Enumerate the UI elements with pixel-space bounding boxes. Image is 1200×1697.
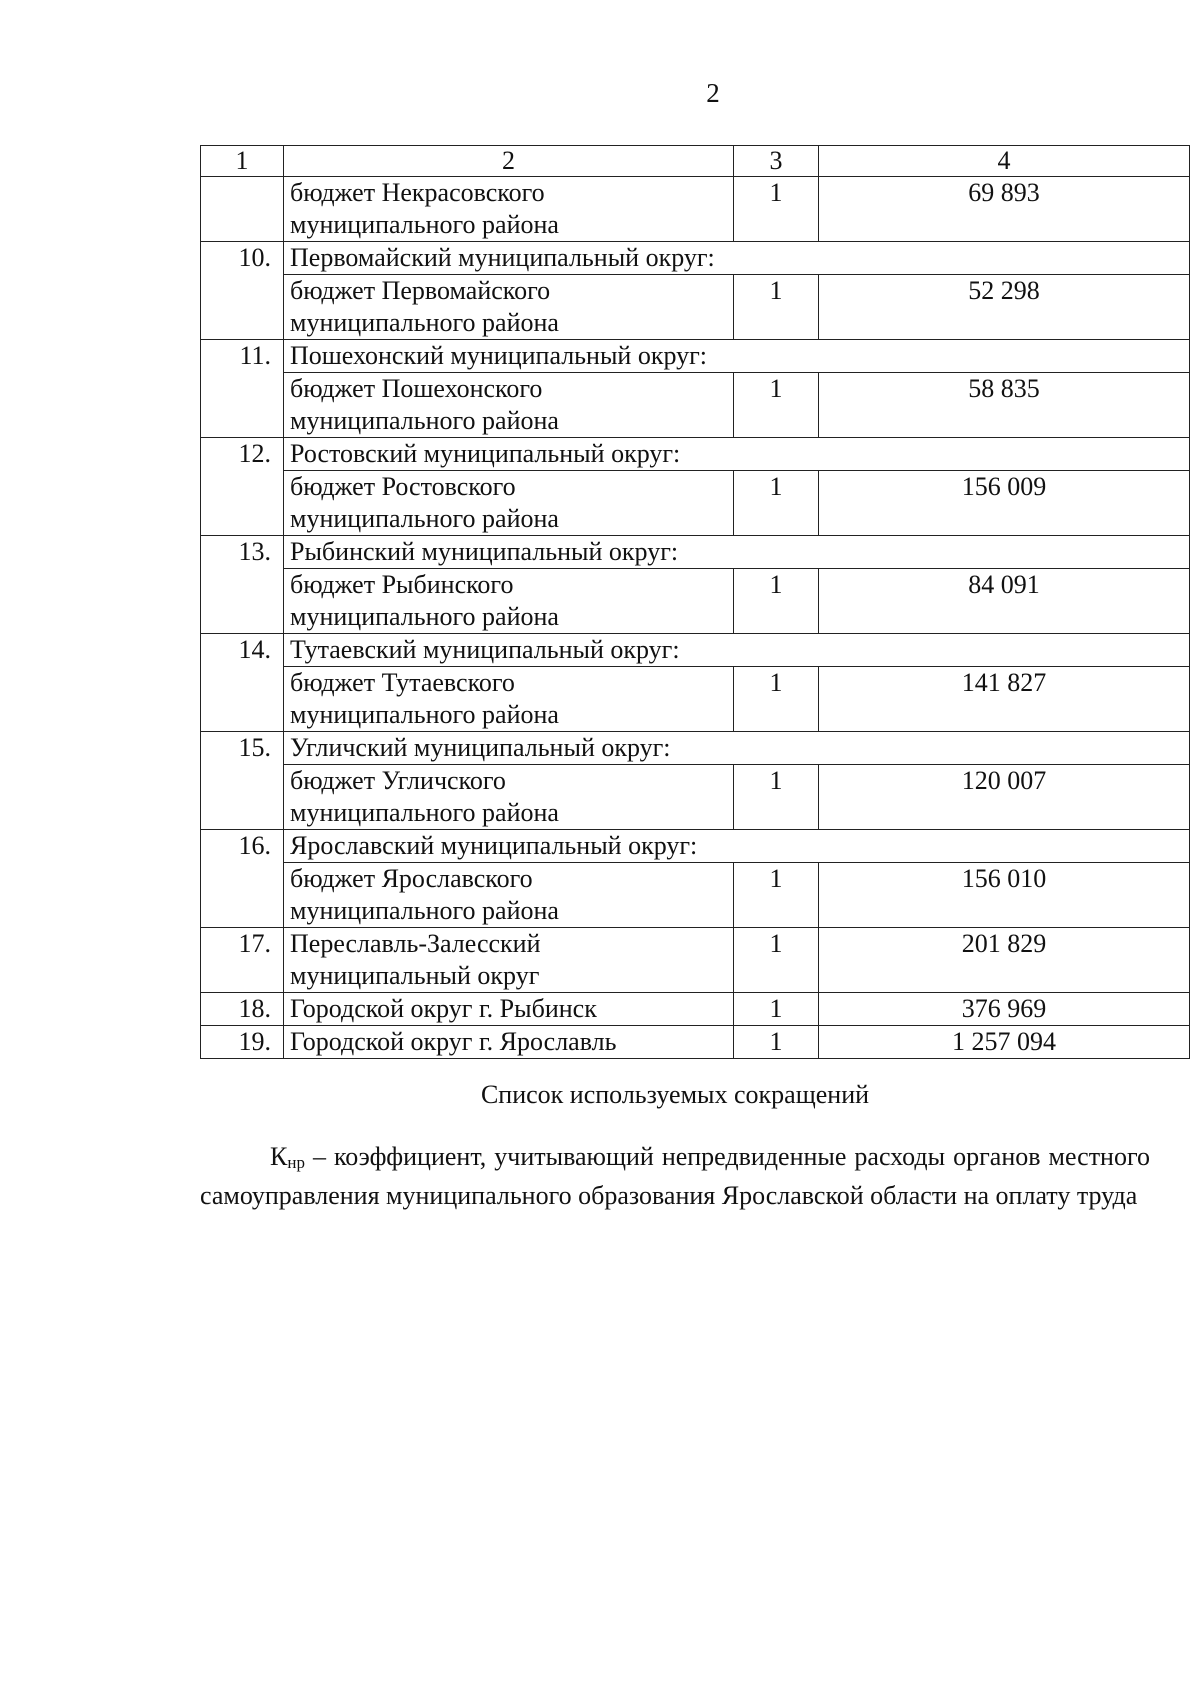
row-col3-cell: 1 (734, 993, 819, 1026)
table-row (201, 667, 1190, 732)
row-name-cell: бюджет Первомайского муниципального района (284, 275, 734, 340)
group-title-cell: Угличский муниципальный округ: (284, 732, 1190, 765)
header-cell: 3 (734, 146, 819, 177)
table-row (201, 765, 1190, 830)
row-col3-cell: 1 (734, 569, 819, 634)
row-number-cell: 16. (201, 830, 284, 928)
row-number-cell: 12. (201, 438, 284, 536)
row-name-cell: бюджет Тутаевского муниципального района (284, 667, 734, 732)
header-cell: 1 (201, 146, 284, 177)
table-row (201, 373, 1190, 438)
group-title-row (201, 242, 1190, 275)
row-col3-cell: 1 (734, 928, 819, 993)
budget-table (200, 145, 1190, 1059)
row-value-cell: 156 009 (819, 471, 1190, 536)
abbreviation-text: – коэффициент, учитывающий непредвиденные расходы органов местного самоуправления муниципального образования Ярославской области на оплату труда (200, 1142, 1150, 1210)
row-name-cell: Городской округ г. Ярославль (284, 1026, 734, 1059)
group-title-cell: Рыбинский муниципальный округ: (284, 536, 1190, 569)
row-name-cell: бюджет Ярославского муниципального района (284, 863, 734, 928)
row-name-cell: Городской округ г. Рыбинск (284, 993, 734, 1026)
table-header-row (201, 146, 1190, 177)
row-col3-cell: 1 (734, 667, 819, 732)
group-title-cell: Тутаевский муниципальный округ: (284, 634, 1190, 667)
row-number-cell (201, 177, 284, 242)
group-title-row (201, 830, 1190, 863)
page-number: 2 (706, 78, 720, 108)
table-row (201, 993, 1190, 1026)
row-name-cell: бюджет Некрасовского муниципального района (284, 177, 734, 242)
row-value-cell: 376 969 (819, 993, 1190, 1026)
row-value-cell: 120 007 (819, 765, 1190, 830)
row-col3-cell: 1 (734, 275, 819, 340)
table-row (201, 275, 1190, 340)
group-title-row (201, 732, 1190, 765)
abbreviation-definition (200, 1140, 1150, 1212)
group-title-row (201, 340, 1190, 373)
row-number-cell: 11. (201, 340, 284, 438)
table-row (201, 863, 1190, 928)
table-row (201, 928, 1190, 993)
row-value-cell: 69 893 (819, 177, 1190, 242)
table-row (201, 177, 1190, 242)
group-title-cell: Ярославский муниципальный округ: (284, 830, 1190, 863)
row-col3-cell: 1 (734, 863, 819, 928)
row-col3-cell: 1 (734, 373, 819, 438)
abbreviation-symbol: К (270, 1142, 288, 1171)
row-name-cell: бюджет Рыбинского муниципального района (284, 569, 734, 634)
group-title-cell: Ростовский муниципальный округ: (284, 438, 1190, 471)
row-col3-cell: 1 (734, 177, 819, 242)
row-value-cell: 52 298 (819, 275, 1190, 340)
header-cell: 4 (819, 146, 1190, 177)
table-row (201, 471, 1190, 536)
group-title-row (201, 438, 1190, 471)
row-number-cell: 13. (201, 536, 284, 634)
row-value-cell: 84 091 (819, 569, 1190, 634)
row-col3-cell: 1 (734, 471, 819, 536)
row-name-cell: Переславль-Залесский муниципальный округ (284, 928, 734, 993)
row-number-cell: 19. (201, 1026, 284, 1059)
group-title-row (201, 634, 1190, 667)
row-col3-cell: 1 (734, 1026, 819, 1059)
abbreviations-title: Список используемых сокращений (480, 1080, 870, 1109)
row-value-cell: 1 257 094 (819, 1026, 1190, 1059)
table-row (201, 1026, 1190, 1059)
group-title-cell: Пошехонский муниципальный округ: (284, 340, 1190, 373)
row-value-cell: 156 010 (819, 863, 1190, 928)
abbreviation-symbol-subscript: нр (287, 1153, 305, 1172)
row-col3-cell: 1 (734, 765, 819, 830)
row-value-cell: 201 829 (819, 928, 1190, 993)
group-title-cell: Первомайский муниципальный округ: (284, 242, 1190, 275)
row-name-cell: бюджет Ростовского муниципального района (284, 471, 734, 536)
group-title-row (201, 536, 1190, 569)
row-name-cell: бюджет Угличского муниципального района (284, 765, 734, 830)
row-number-cell: 17. (201, 928, 284, 993)
row-value-cell: 141 827 (819, 667, 1190, 732)
row-number-cell: 18. (201, 993, 284, 1026)
header-cell: 2 (284, 146, 734, 177)
row-number-cell: 15. (201, 732, 284, 830)
table-row (201, 569, 1190, 634)
row-number-cell: 10. (201, 242, 284, 340)
row-value-cell: 58 835 (819, 373, 1190, 438)
row-number-cell: 14. (201, 634, 284, 732)
row-name-cell: бюджет Пошехонского муниципального района (284, 373, 734, 438)
